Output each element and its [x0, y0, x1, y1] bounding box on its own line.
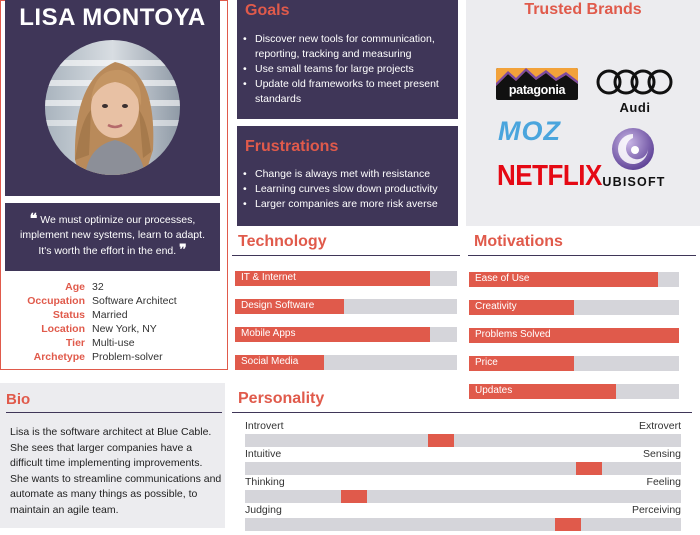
ubisoft-logo — [611, 126, 655, 172]
detail-value: Software Architect — [92, 295, 177, 307]
bio-title: Bio — [6, 391, 31, 408]
technology-bar-label: Design Software — [241, 300, 315, 311]
persona-name: LISA MONTOYA — [19, 4, 206, 31]
motivations-divider — [468, 255, 696, 256]
bio-text: Lisa is the software architect at Blue Cable. She sees that larger companies have a difficult time implementing improvements. She wants to streamline communications and automate as many things as possible, to maintain an agile team. — [10, 426, 222, 516]
motivation-bar — [469, 328, 679, 343]
personality-left-label: Introvert — [245, 420, 284, 432]
personality-right-label: Feeling — [646, 476, 681, 488]
motivation-bar-label: Creativity — [475, 301, 517, 312]
motivation-bar-label: Ease of Use — [475, 273, 530, 284]
netflix-logo: NETFLIX — [497, 158, 602, 192]
detail-label: Occupation — [27, 295, 85, 307]
motivations-title: Motivations — [474, 233, 563, 250]
motivation-bar — [469, 300, 679, 315]
personality-left-label: Judging — [245, 504, 282, 516]
quote-open-icon: ❝ — [29, 211, 38, 227]
personality-track — [245, 434, 681, 447]
motivation-bar — [469, 384, 679, 399]
audi-wordmark: Audi — [619, 100, 651, 115]
motivation-bar — [469, 356, 679, 371]
personality-title: Personality — [238, 390, 325, 407]
quote-close-icon: ❞ — [179, 242, 187, 258]
technology-title: Technology — [238, 233, 327, 250]
frustration-item: • Larger companies are more risk averse — [241, 197, 453, 212]
detail-label: Age — [65, 281, 85, 293]
motivation-bar-label: Price — [475, 357, 498, 368]
motivation-bar — [469, 272, 679, 287]
detail-row-location — [10, 322, 220, 336]
goal-item: • Update old frameworks to meet present standards — [241, 77, 453, 107]
goals-list — [241, 32, 453, 107]
detail-label: Tier — [65, 337, 85, 349]
profile-details — [10, 280, 220, 364]
technology-bar — [235, 327, 457, 342]
technology-bar — [235, 271, 457, 286]
personality-right-label: Extrovert — [638, 420, 681, 432]
detail-label: Archetype — [33, 351, 85, 363]
personality-divider — [232, 412, 692, 413]
ubisoft-wordmark: UBISOFT — [602, 175, 666, 189]
personality-right-label: Perceiving — [631, 504, 681, 516]
detail-row-tier — [10, 336, 220, 350]
patagonia-wordmark: patagonia — [508, 83, 566, 97]
detail-row-age — [10, 280, 220, 294]
frustration-item: • Change is always met with resistance — [241, 167, 453, 182]
personality-right-label: Sensing — [643, 448, 681, 460]
quote-text: We must optimize our processes, implement new systems, learn to adapt. It's worth the effort in the end. — [19, 214, 205, 257]
goal-item: • Discover new tools for communication, reporting, tracking and measuring — [241, 32, 453, 62]
technology-bar-label: IT & Internet — [241, 272, 296, 283]
personality-marker — [576, 462, 602, 475]
technology-bar-label: Mobile Apps — [241, 328, 296, 339]
avatar — [45, 40, 180, 175]
personality-track — [245, 462, 681, 475]
technology-bar-label: Social Media — [241, 356, 299, 367]
audi-logo — [595, 66, 675, 98]
personality-track — [245, 518, 681, 531]
detail-row-status — [10, 308, 220, 322]
technology-bar — [235, 355, 457, 370]
detail-row-occupation — [10, 294, 220, 308]
detail-row-archetype — [10, 350, 220, 364]
detail-value: 32 — [92, 281, 104, 293]
bio-divider — [6, 412, 222, 413]
detail-label: Status — [52, 309, 85, 321]
personality-marker — [341, 490, 367, 503]
personality-track — [245, 490, 681, 503]
goals-title: Goals — [245, 2, 290, 19]
motivation-bar-label: Updates — [475, 385, 513, 396]
personality-left-label: Thinking — [245, 476, 285, 488]
personality-marker — [428, 434, 454, 447]
frustrations-title: Frustrations — [245, 138, 339, 155]
personality-left-label: Intuitive — [245, 448, 282, 460]
motivation-bar-label: Problems Solved — [475, 329, 551, 340]
detail-value: Married — [92, 309, 128, 321]
quote-box — [5, 203, 220, 271]
detail-label: Location — [41, 323, 85, 335]
detail-value: Multi-use — [92, 337, 135, 349]
brands-title: Trusted Brands — [524, 1, 642, 18]
personality-marker — [555, 518, 581, 531]
technology-divider — [232, 255, 460, 256]
frustration-item: • Learning curves slow down productivity — [241, 182, 453, 197]
detail-value: New York, NY — [92, 323, 157, 335]
detail-value: Problem-solver — [92, 351, 163, 363]
goal-item: • Use small teams for large projects — [241, 62, 453, 77]
moz-logo: MOZ — [498, 116, 561, 146]
technology-bar — [235, 299, 457, 314]
frustrations-list — [241, 167, 453, 212]
